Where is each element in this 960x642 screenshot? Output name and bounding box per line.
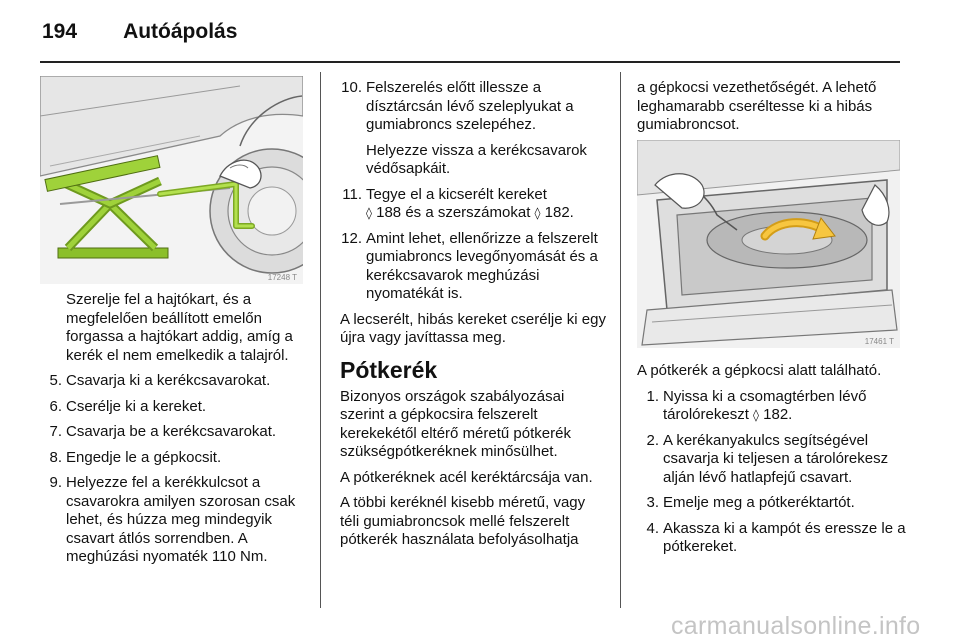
- list-item: 1. Nyissa ki a csomagtérben lévő tárolórekeszt ◊ 182.: [646, 387, 867, 423]
- page-number: 194: [42, 20, 78, 43]
- column-right-top: [637, 79, 905, 142]
- paragraph: A többi keréknél kisebb méretű, vagy téli gumiabroncsok mellé felszerelt pótkerék használata befolyásolhatja: [340, 494, 586, 548]
- header-rule: [40, 61, 900, 63]
- list-item: 3. Emelje meg a pótkeréktartót.: [646, 494, 855, 511]
- column-left: [40, 291, 312, 574]
- column-right-bottom: [637, 362, 907, 564]
- list-item: 12. Amint lehet, ellenőrizze a felszerelt gumiabroncs levegőnyomását és a kerékcsavarok meghúzási nyomatékát is.: [341, 229, 598, 302]
- list-item: 8. Engedje le a gépkocsit.: [49, 448, 222, 466]
- page-header: [42, 20, 237, 44]
- column-divider-left: [320, 72, 321, 608]
- xref-arrow-icon: ◊: [753, 408, 759, 422]
- column-middle: [340, 79, 608, 557]
- list-item: 10. Felszerelés előtt illessze a dísztárcsán lévő szeleplyukat a gumiabroncs szelepéhez.: [341, 79, 574, 133]
- list-item: 4. Akassza ki a kampót és eressze le a pótkereket.: [646, 519, 906, 555]
- xref-arrow-icon: ◊: [534, 206, 541, 220]
- page-title: Autóápolás: [123, 20, 238, 43]
- list-item: 9. Helyezze fel a kerékkulcsot a csavarokra amilyen szorosan csak lehet, és húzza meg mindegyik csavart átlós sorrendben. A meghúzási nyomaték 110 Nm.: [49, 474, 296, 565]
- jack-figure-number: 17248 T: [267, 273, 297, 282]
- trunk-illustration: [637, 140, 900, 348]
- paragraph: a gépkocsi vezethetőségét. A lehető leghamarabb cseréltesse ki a hibás gumiabroncsot.: [637, 79, 877, 133]
- paragraph: Bizonyos országok szabályozásai szerint a gépkocsira felszerelt kerekekétől eltérő méretű pótkerék szükségpótkeréknek minősülhet.: [340, 387, 571, 460]
- xref-link[interactable]: 188: [376, 204, 402, 221]
- trunk-figure-number: 17461 T: [864, 337, 894, 346]
- spare-wheel-location: A pótkerék a gépkocsi alatt található.: [637, 362, 882, 379]
- replacement-note: A lecserélt, hibás kereket cserélje ki egy újra vagy javíttassa meg.: [340, 310, 606, 346]
- jack-illustration: [40, 76, 303, 284]
- xref-link[interactable]: 182.: [763, 406, 793, 423]
- list-item: 11. Tegye el a kicserélt kereket ◊ 188 és a szerszámokat ◊ 182.: [342, 185, 574, 221]
- paragraph: A pótkeréknek acél keréktárcsája van.: [340, 468, 593, 486]
- watermark: carmanualsonline.info: [671, 612, 921, 640]
- list-item: 6. Cserélje ki a kereket.: [49, 397, 207, 415]
- section-heading: Pótkerék: [340, 356, 438, 383]
- step-10-subnote: Helyezze vissza a kerékcsavarok védősapkáit.: [366, 141, 587, 177]
- list-item: 2. A kerékanyakulcs segítségével csavarja ki teljesen a tárolórekesz alján lévő hatlapfejű csavart.: [646, 431, 889, 486]
- list-item: 5. Csavarja ki a kerékcsavarokat.: [49, 372, 271, 389]
- xref-arrow-icon: ◊: [366, 206, 372, 220]
- xref-link[interactable]: 182.: [544, 204, 574, 221]
- jack-instruction: Szerelje fel a hajtókart, és a megfelelően beállított emelőn forgassa a hajtókart addig, amíg a kerék el nem emelkedik a talajról.: [66, 291, 293, 364]
- column-divider-right: [620, 72, 621, 608]
- list-item: 7. Csavarja be a kerékcsavarokat.: [49, 423, 277, 440]
